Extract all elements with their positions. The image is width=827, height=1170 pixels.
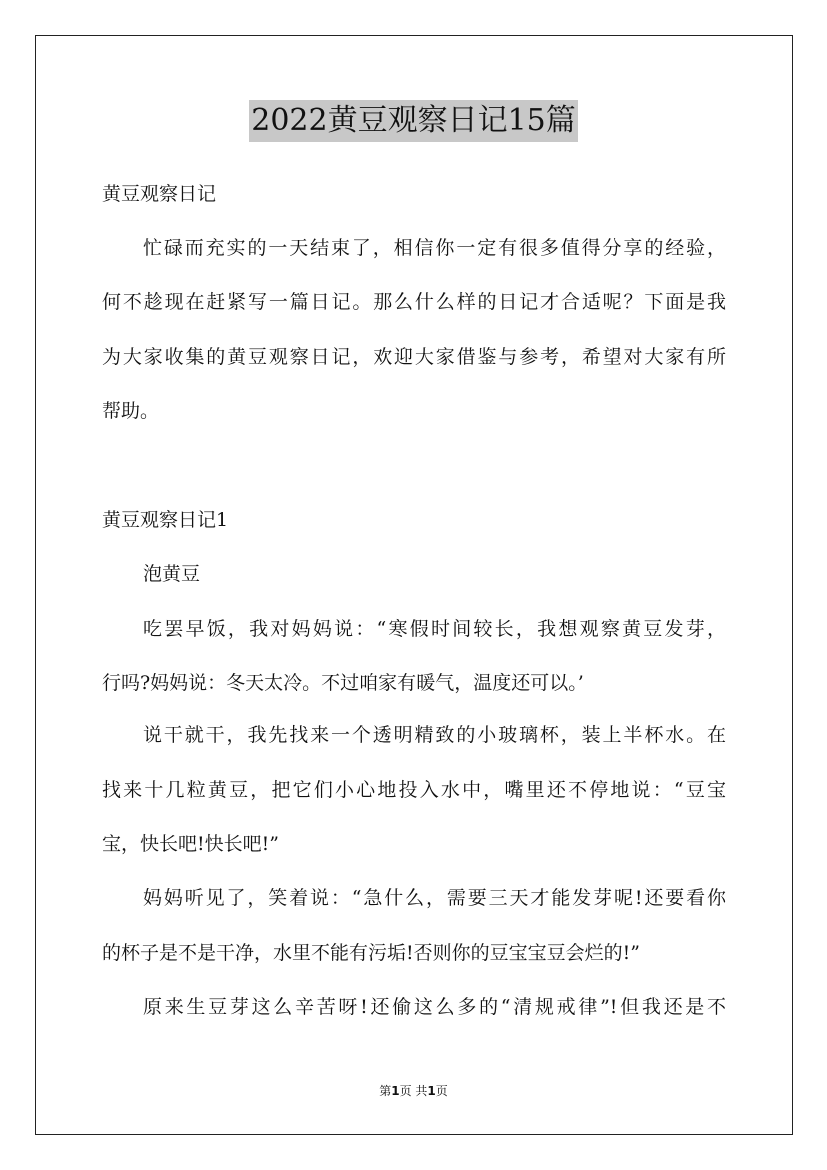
paragraph-line: 何不趁现在赶紧写一篇日记。那么什么样的日记才合适呢？下面是我 (102, 291, 726, 313)
paragraph-line: 的杯子是不是干净，水里不能有污垢!否则你的豆宝宝豆会烂的!” (102, 942, 640, 964)
footer-page-current: 1 (391, 1084, 400, 1098)
paragraph-line: 忙碌而充实的一天结束了，相信你一定有很多值得分享的经验， (143, 237, 726, 259)
footer-page-suffix: 页 (435, 1084, 448, 1098)
paragraph-line: 行吗?妈妈说：冬天太冷。不过咱家有暖气，温度还可以。’ (102, 672, 584, 694)
paragraph-line: 找来十几粒黄豆，把它们小心地投入水中，嘴里还不停地说：“豆宝 (102, 779, 726, 801)
paragraph-line: 为大家收集的黄豆观察日记，欢迎大家借鉴与参考，希望对大家有所 (102, 346, 726, 368)
paragraph-line: 宝，快长吧!快长吧!” (102, 833, 279, 855)
footer-page-mid: 页 共 (399, 1084, 428, 1098)
subheading: 泡黄豆 (143, 563, 201, 585)
paragraph-line: 原来生豆芽这么辛苦呀!还偷这么多的“清规戒律”!但我还是不 (143, 996, 726, 1018)
section-heading: 黄豆观察日记1 (102, 509, 229, 531)
footer-page-total: 1 (427, 1084, 436, 1098)
paragraph-line: 妈妈听见了，笑着说：“急什么，需要三天才能发芽呢!还要看你 (143, 887, 726, 909)
footer-page-prefix: 第 (379, 1084, 392, 1098)
paragraph-line: 吃罢早饭，我对妈妈说：“寒假时间较长，我想观察黄豆发芽， (143, 618, 726, 640)
paragraph-line: 说干就干，我先找来一个透明精致的小玻璃杯，装上半杯水。在 (143, 724, 726, 746)
section-heading: 黄豆观察日记 (102, 183, 217, 205)
paragraph-line: 帮助。 (102, 400, 160, 422)
document-title[interactable]: 2022黄豆观察日记15篇 (249, 100, 578, 142)
title-container (0, 100, 827, 142)
page-footer (0, 1083, 827, 1099)
